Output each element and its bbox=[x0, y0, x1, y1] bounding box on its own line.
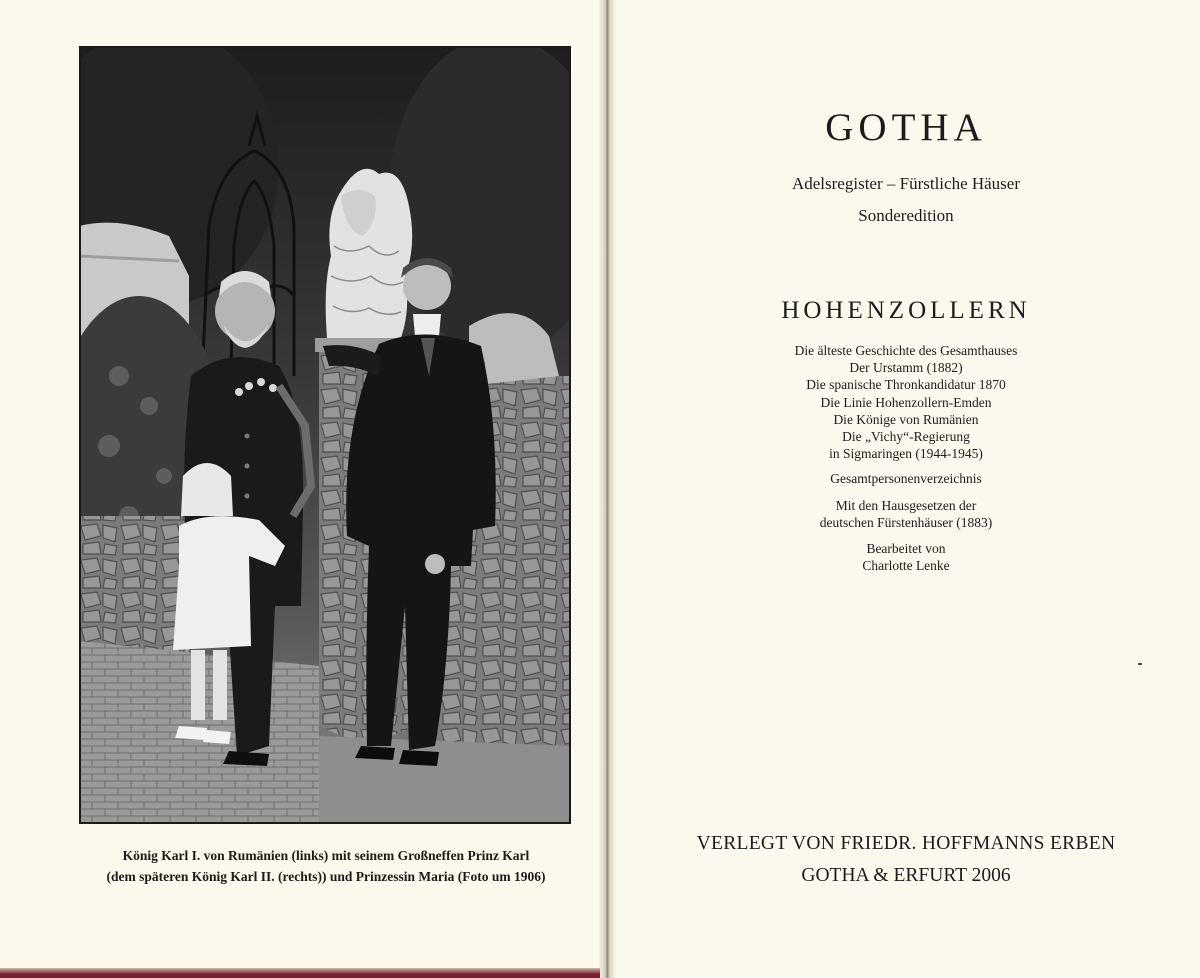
publisher-place-year: GOTHA & ERFURT 2006 bbox=[801, 865, 1011, 886]
contents-item: in Sigmaringen (1944-1945) bbox=[829, 446, 983, 462]
caption-line-2: (dem späteren König Karl II. (rechts)) und Prinzessin Maria (Foto um 1906) bbox=[106, 869, 546, 884]
editor-name: Charlotte Lenke bbox=[862, 558, 950, 574]
laws-line: deutschen Fürstenhäuser (1883) bbox=[819, 514, 993, 530]
contents-item: Die spanische Thronkandidatur 1870 bbox=[806, 377, 1006, 393]
contents-item: Die Linie Hohenzollern-Emden bbox=[820, 394, 992, 410]
laws-line: Mit den Hausgesetzen der bbox=[835, 497, 977, 513]
binding-edge bbox=[0, 968, 600, 978]
photo-caption bbox=[70, 845, 582, 887]
paper-speck bbox=[1138, 663, 1142, 665]
frontispiece-photograph bbox=[79, 46, 571, 824]
subtitle-edition: Sonderedition bbox=[858, 206, 954, 225]
house-title: HOHENZOLLERN bbox=[781, 297, 1031, 324]
index-line: Gesamtpersonenverzeichnis bbox=[830, 471, 982, 487]
contents-list bbox=[612, 342, 1200, 574]
contents-item: Die älteste Geschichte des Gesamthauses bbox=[794, 343, 1018, 358]
contents-item: Die Könige von Rumänien bbox=[833, 411, 979, 427]
contents-item: Der Urstamm (1882) bbox=[849, 360, 963, 376]
subtitle-register: Adelsregister – Fürstliche Häuser bbox=[791, 174, 1021, 193]
editor-line: Bearbeitet von bbox=[866, 541, 946, 557]
contents-item: Die „Vichy“-Regierung bbox=[842, 429, 970, 445]
caption-line-1: König Karl I. von Rumänien (links) mit seinem Großneffen Prinz Karl bbox=[122, 848, 530, 863]
book-title: GOTHA bbox=[825, 106, 987, 149]
publisher-line: VERLEGT VON FRIEDR. HOFFMANNS ERBEN bbox=[696, 833, 1116, 854]
